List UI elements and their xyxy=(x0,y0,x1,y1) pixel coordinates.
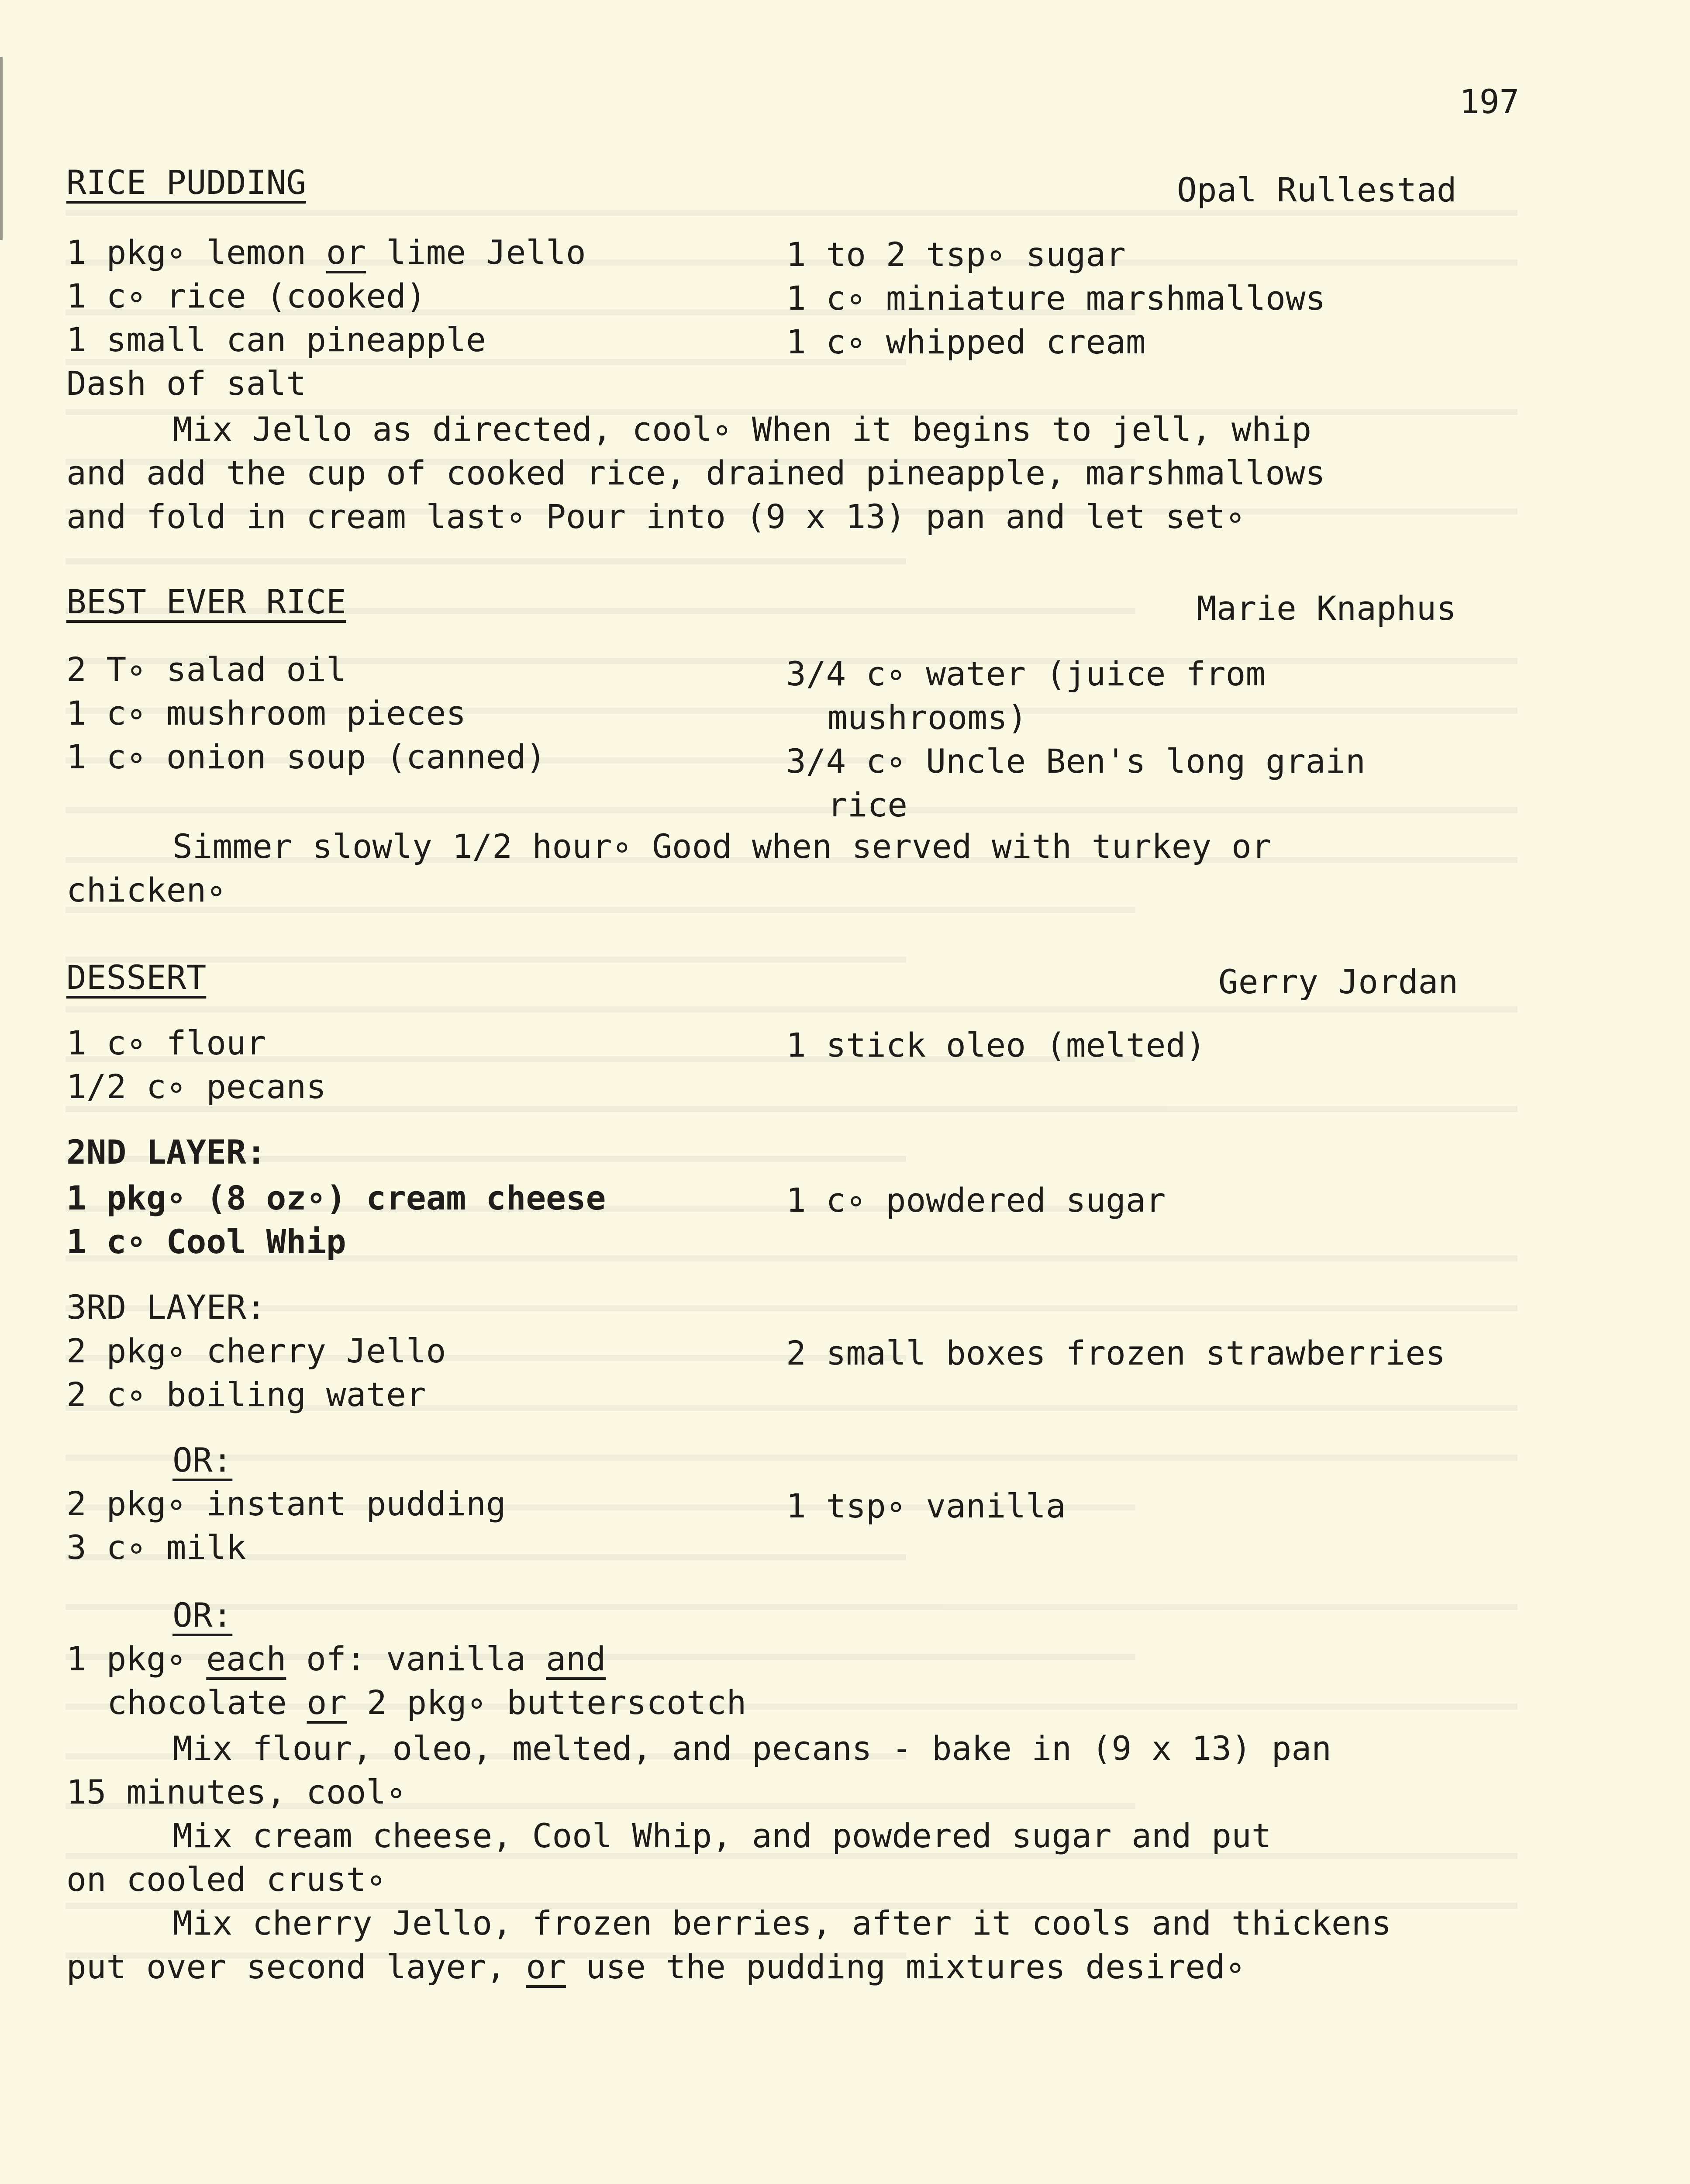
direction-line: chicken∘ xyxy=(66,871,227,909)
ingredient: 1 c∘ miniature marshmallows xyxy=(786,279,1326,318)
ingredient: 1 small can pineapple xyxy=(66,320,486,359)
recipe-author: Marie Knaphus xyxy=(1197,589,1456,628)
ingredient: 1 c∘ onion soup (canned) xyxy=(66,737,546,776)
ingredient: 1 c∘ flour xyxy=(66,1023,266,1062)
recipe-title: RICE PUDDING xyxy=(66,163,307,202)
ingredient: 1 c∘ powdered sugar xyxy=(786,1181,1166,1220)
ingredient: 2 pkg∘ cherry Jello xyxy=(66,1331,446,1370)
ingredient: Dash of salt xyxy=(66,364,307,403)
direction-line: put over second layer, or use the pudding mixtures desired∘ xyxy=(66,1947,1245,1986)
recipe-author: Gerry Jordan xyxy=(1218,962,1459,1001)
recipe-title: DESSERT xyxy=(66,958,207,997)
direction-line: Mix Jello as directed, cool∘ When it begins to jell, whip xyxy=(172,410,1312,449)
direction-line: and add the cup of cooked rice, drained pineapple, marshmallows xyxy=(66,453,1325,492)
direction-line: on cooled crust∘ xyxy=(66,1860,386,1899)
ingredient: 1 c∘ mushroom pieces xyxy=(66,694,466,733)
ingredient: 1 stick oleo (melted) xyxy=(786,1026,1206,1064)
ingredient: 1 pkg∘ each of: vanilla and xyxy=(66,1639,606,1678)
direction-line: Mix cream cheese, Cool Whip, and powdered sugar and put xyxy=(172,1816,1272,1855)
ingredient: 1 c∘ rice (cooked) xyxy=(66,276,426,315)
direction-line: Mix flour, oleo, melted, and pecans - bake in (9 x 13) pan xyxy=(172,1729,1331,1768)
ingredient: chocolate or 2 pkg∘ butterscotch xyxy=(107,1683,747,1722)
ingredient: 1 tsp∘ vanilla xyxy=(786,1486,1066,1525)
ingredient: rice xyxy=(828,785,908,824)
ingredient: 1 to 2 tsp∘ sugar xyxy=(786,235,1126,274)
layer-heading: 2ND LAYER: xyxy=(66,1133,266,1171)
direction-line: 15 minutes, cool∘ xyxy=(66,1773,406,1811)
ingredient: 1/2 c∘ pecans xyxy=(66,1067,326,1106)
recipe-title: BEST EVER RICE xyxy=(66,582,346,621)
ingredient: 1 pkg∘ (8 oz∘) cream cheese xyxy=(66,1178,606,1217)
ingredient: 3/4 c∘ water (juice from xyxy=(786,654,1266,693)
layer-heading: 3RD LAYER: xyxy=(66,1288,266,1327)
ingredient: 2 small boxes frozen strawberries xyxy=(786,1334,1445,1372)
direction-line: Mix cherry Jello, frozen berries, after it cools and thickens xyxy=(172,1904,1392,1942)
ingredient: 1 pkg∘ lemon or lime Jello xyxy=(66,233,586,272)
page-edge-shadow xyxy=(0,57,3,240)
ingredient: 2 c∘ boiling water xyxy=(66,1375,426,1414)
ingredient: 3/4 c∘ Uncle Ben's long grain xyxy=(786,742,1366,781)
ingredient: 1 c∘ Cool Whip xyxy=(66,1222,346,1261)
direction-line: and fold in cream last∘ Pour into (9 x 13) pan and let set∘ xyxy=(66,497,1245,536)
ingredient: mushrooms) xyxy=(828,698,1028,737)
or-label: OR: xyxy=(172,1441,233,1479)
direction-line: Simmer slowly 1/2 hour∘ Good when served with turkey or xyxy=(172,827,1272,866)
page-number: 197 xyxy=(1459,82,1520,121)
recipe-author: Opal Rullestad xyxy=(1177,170,1457,209)
ingredient: 3 c∘ milk xyxy=(66,1528,246,1567)
ingredient: 2 pkg∘ instant pudding xyxy=(66,1484,506,1523)
ingredient: 1 c∘ whipped cream xyxy=(786,322,1146,361)
ingredient: 2 T∘ salad oil xyxy=(66,650,346,689)
or-label: OR: xyxy=(172,1596,233,1635)
